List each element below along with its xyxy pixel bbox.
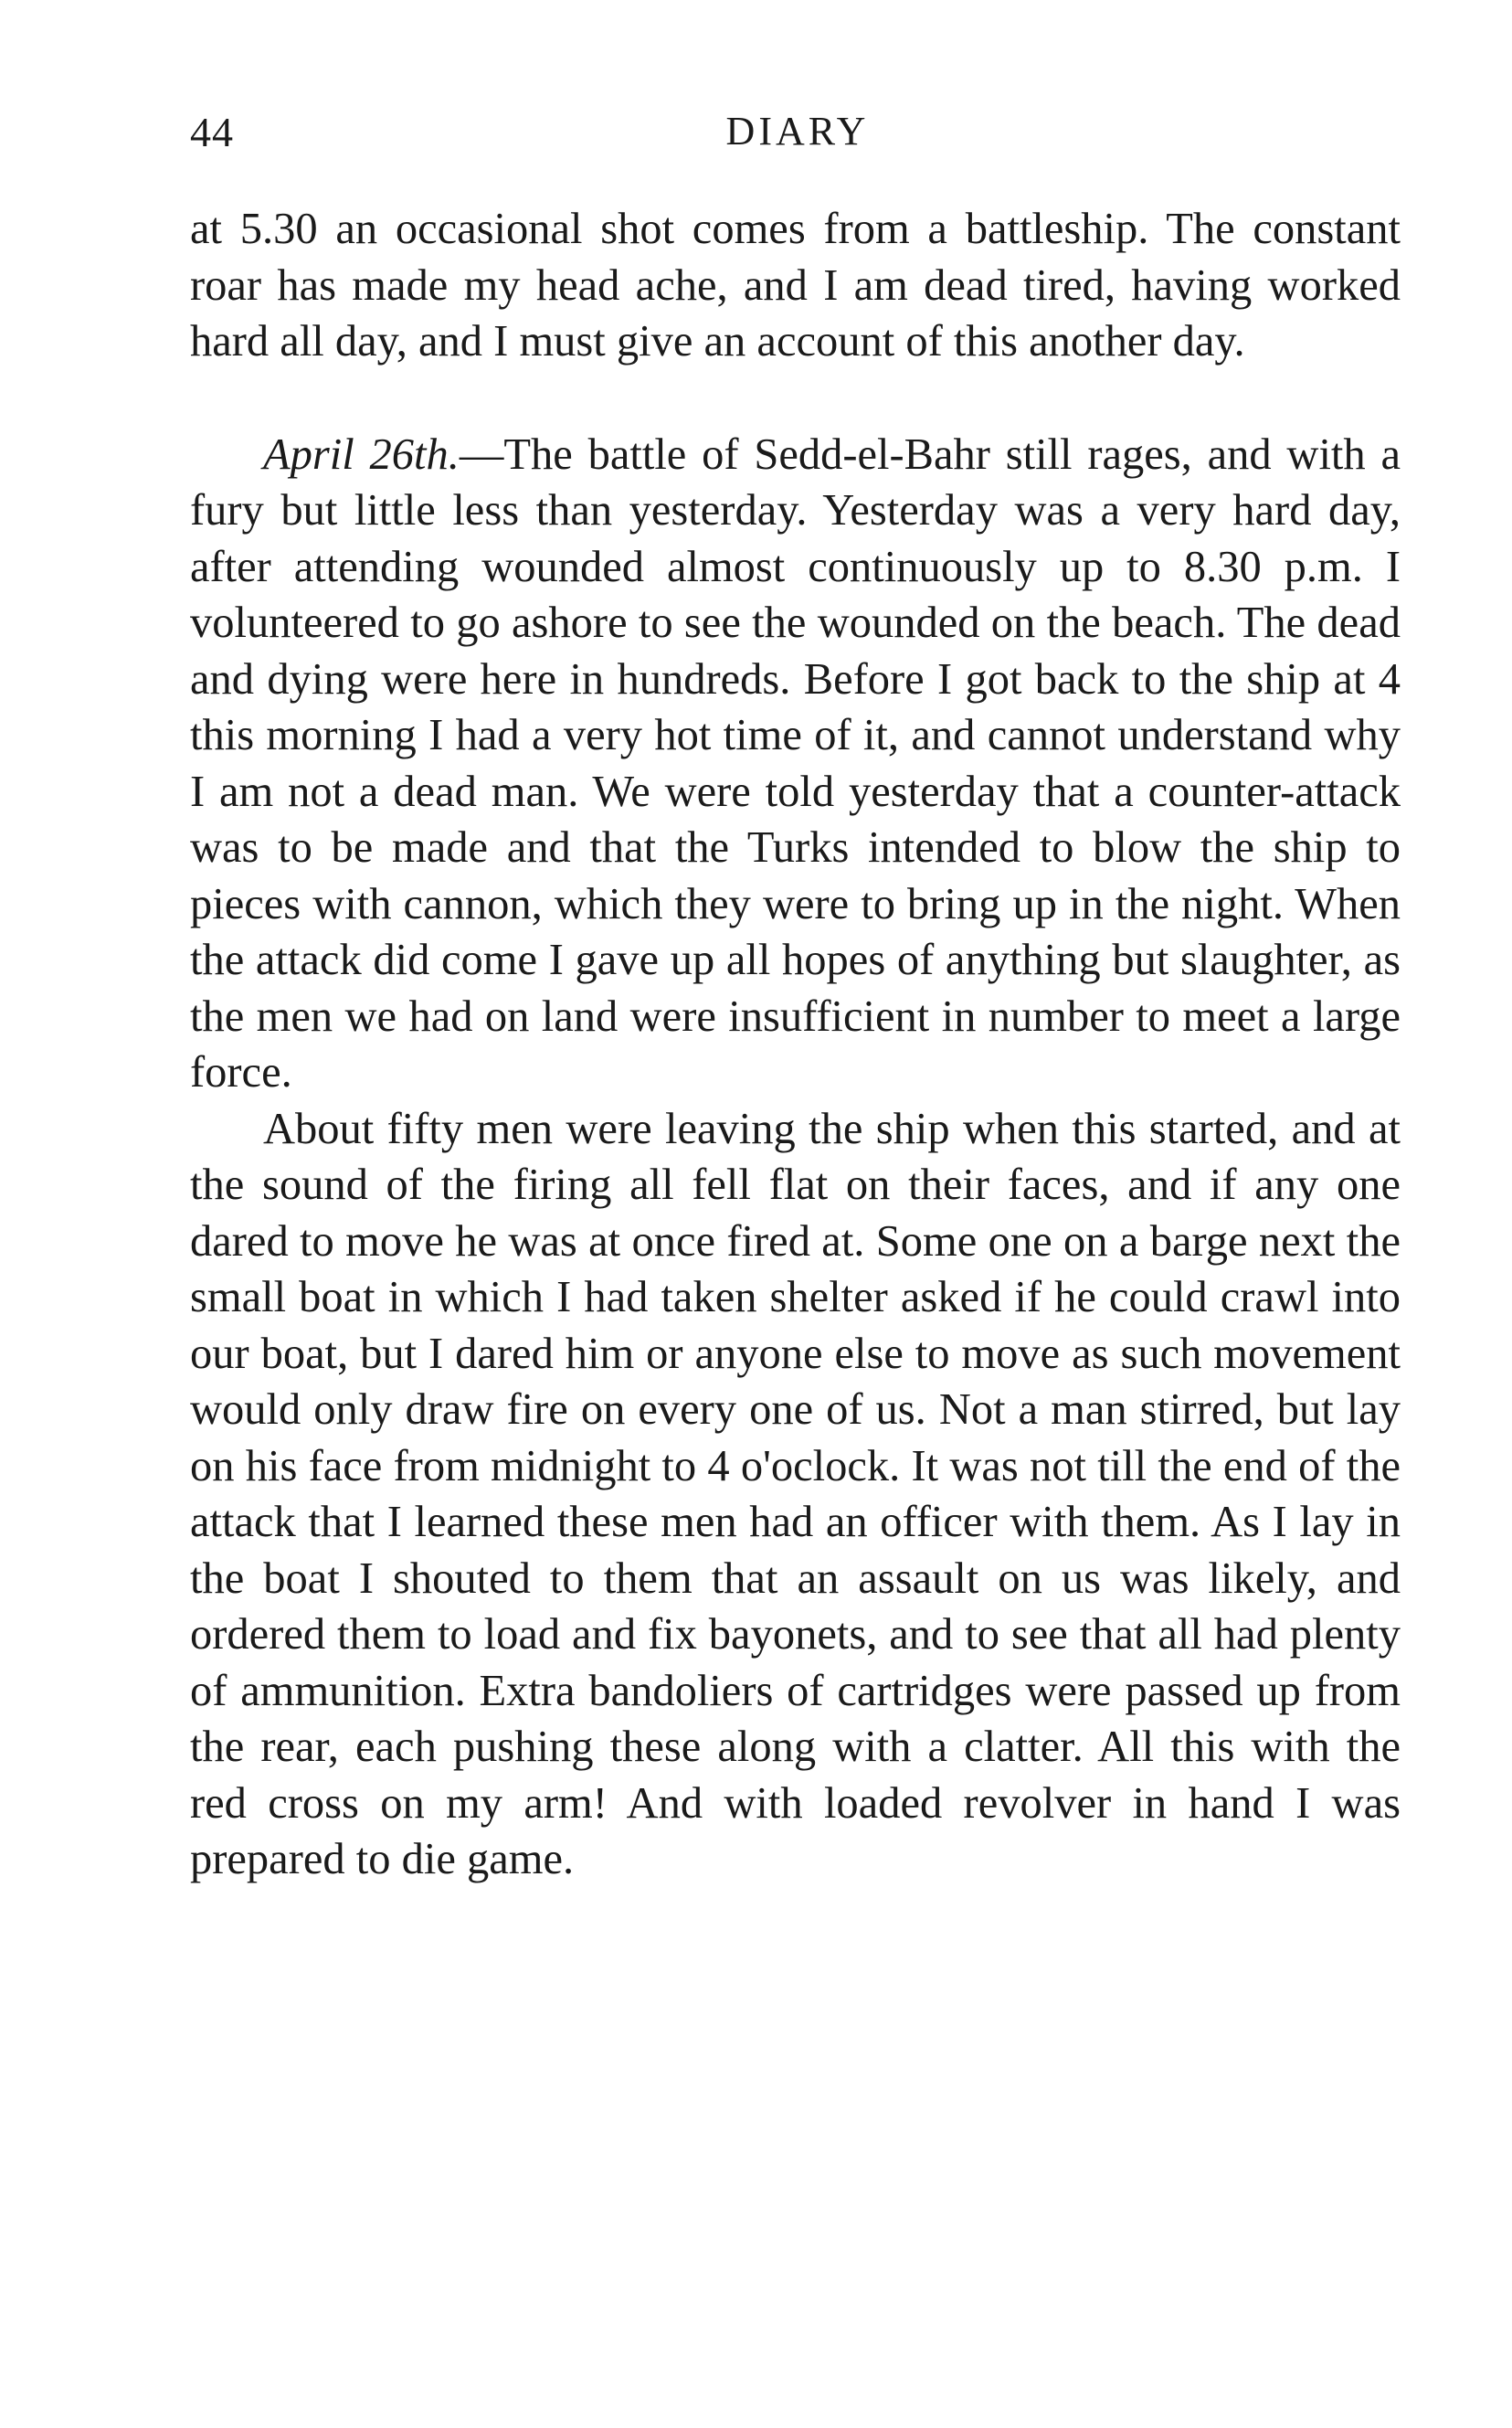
page-number: 44 xyxy=(190,109,234,155)
body-paragraph: About fifty men were leaving the ship when this started, and at the sound of the firing all fell flat on their faces, and if any one dared to move he was at once fired at. Some one on a barge next the small boat in which I had taken shelter asked if he could crawl into our boat, but I dared him or anyone else to move as such movement would only draw fire on every one of us. Not a man stirred, but lay on his face from midnight to 4 o'oclock. It was not till the end of the attack that I learned these men had an officer with them. As I lay in the boat I shouted to them that an assault on us was likely, and ordered them to load and fix bayonets, and to see that all had plenty of ammunition. Extra bandoliers of cartridges were passed up from the rear, each pushing these along with a clatter. All this with the red cross on my arm! And with loaded revolver in hand I was prepared to die game. xyxy=(190,1104,1401,1883)
running-title: DIARY xyxy=(725,109,870,154)
entry-text: —The battle of Sedd-el-Bahr still rages, and with a fury but little less than yesterday. Yesterday was a very hard day, after attending wounded almost continuously up to 8.30 p.m. I volunteered to go ashore to see the wounded on the beach. The dead and dying were here in hundreds. Before I got back to the ship at 4 this morning I had a very hot time of it, and cannot understand why I am not a dead man. We were told yesterday that a counter-attack was to be made and that the Turks intended to blow the ship to pieces with cannon, which they were to bring up in the night. When the attack did come I gave up all hopes of anything but slaughter, as the men we had on land were insufficient in number to meet a large force. xyxy=(190,429,1401,1097)
diary-entry-paragraph xyxy=(190,427,1401,1101)
continuation-paragraph: at 5.30 an occasional shot comes from a battleship. The constant roar has made my head ache, and I am dead tired, having worked hard all day, and I must give an account of this another day. xyxy=(190,205,1401,366)
text-block xyxy=(190,201,1401,1888)
running-head xyxy=(190,108,1405,172)
entry-date: April 26th. xyxy=(263,429,460,479)
